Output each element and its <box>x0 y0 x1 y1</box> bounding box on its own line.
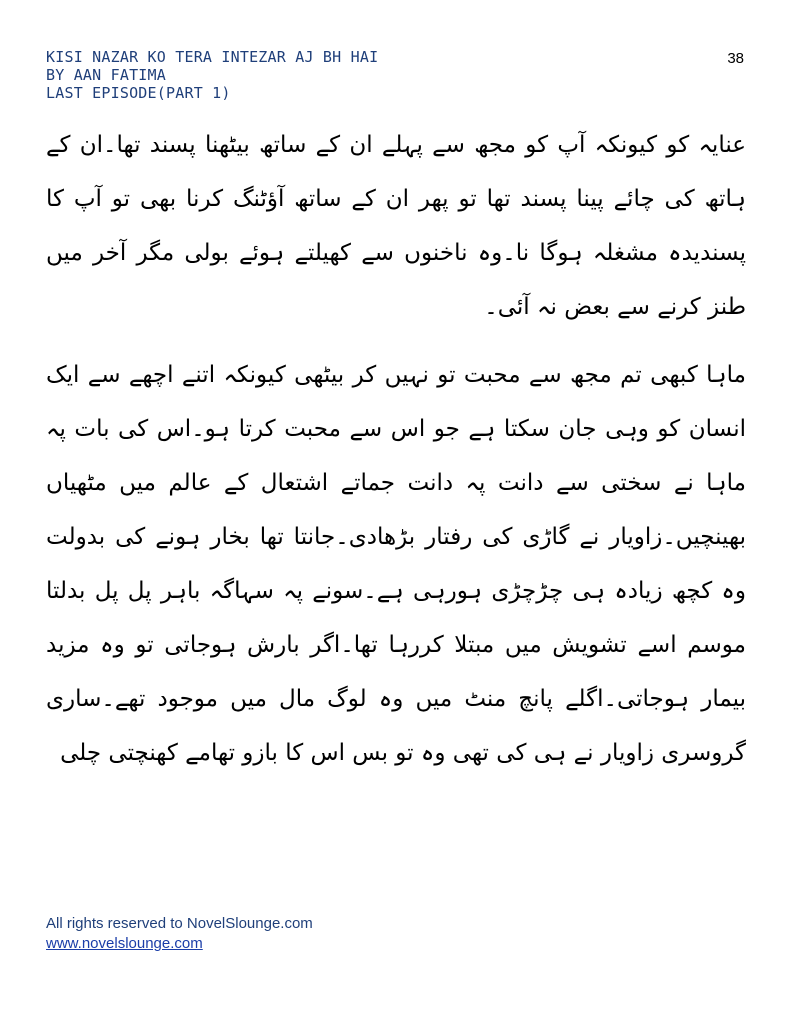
episode-line: LAST EPISODE(PART 1) <box>46 84 231 102</box>
paragraph-1 <box>46 118 746 334</box>
paragraph-text: ماہا کبھی تم مجھ سے محبت تو نہیں کر بیٹھی کیونکہ اتنے اچھے سے ایک انسان کو وہی جان سکتا ہے جو اس سے محبت کرتا ہو۔اس کی بات پہ ماہا نے سختی سے دانت پہ دانت جماتے اشتعال کے عالم میں مٹھیاں بھینچیں۔زاویار نے گاڑی کی رفتار بڑھادی۔جانتا تھا بخار ہونے کی بدولت وہ کچھ زیادہ ہی چڑچڑی ہورہی ہے۔سونے پہ سہاگہ باہر پل پل بدلتا موسم اسے تشویش میں مبتلا کررہا تھا۔اگر بارش ہوجاتی تو وہ مزید بیمار ہوجاتی۔اگلے پانچ منٹ میں وہ لوگ مال میں موجود تھے۔ساری گروسری زاویار نے ہی کی تھی وہ تو بس اس کا بازو تھامے کھنچتی چلی <box>46 362 746 766</box>
paragraph-text: عنایہ کو کیونکہ آپ کو مجھ سے پہلے ان کے ساتھ بیٹھنا پسند تھا۔ان کے ہاتھ کی چائے پینا پسند تھا تو پھر ان کے ساتھ آؤٹنگ کرنا بھی تو آپ کا پسندیدہ مشغلہ ہوگا نا۔وہ ناخنوں سے کھیلتے ہوئے بولی مگر آخر میں طنز کرنے سے بعض نہ آئی۔ <box>46 132 746 320</box>
document-footer <box>46 914 313 954</box>
paragraph-2 <box>46 348 746 780</box>
rights-notice: All rights reserved to NovelSlounge.com <box>46 915 313 932</box>
page-number: 38 <box>727 50 744 67</box>
author-line: BY AAN FATIMA <box>46 66 166 84</box>
story-text <box>46 118 746 794</box>
novel-title: KISI NAZAR KO TERA INTEZAR AJ BH HAI <box>46 48 379 66</box>
document-header <box>46 48 446 102</box>
website-link[interactable]: www.novelslounge.com <box>46 935 203 952</box>
